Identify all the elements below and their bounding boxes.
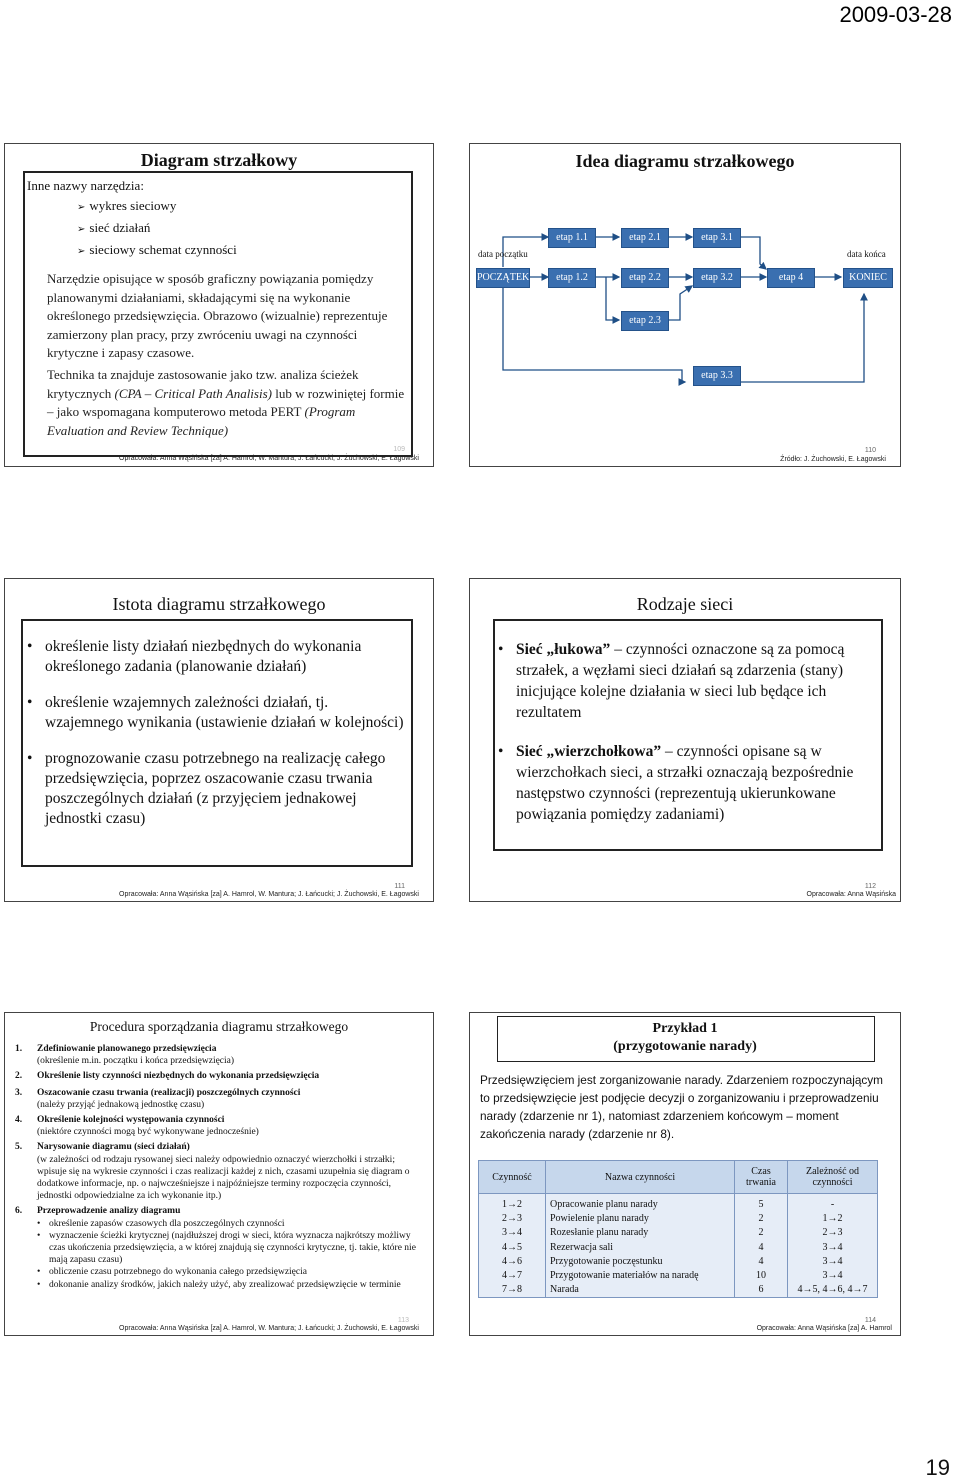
table-cell: 6 <box>735 1283 788 1298</box>
table-cell: 3→4 <box>788 1241 878 1255</box>
node-etap-3-1: etap 3.1 <box>693 228 741 248</box>
table-cell: 3→4 <box>788 1269 878 1283</box>
table-cell: 5 <box>735 1194 788 1213</box>
table-header-row <box>479 1161 878 1194</box>
slide-idea-diagramu <box>469 143 901 467</box>
slide-number: 114 <box>864 1317 876 1324</box>
step-4: 4. Określenie kolejności występowania czynności <box>15 1115 225 1126</box>
node-etap-4: etap 4 <box>767 268 815 288</box>
col-header: Zależność od czynności <box>788 1161 878 1194</box>
step-6: 6. Przeprowadzenie analizy diagramu <box>15 1206 181 1217</box>
slide-number: 113 <box>397 1317 409 1324</box>
bullet-list <box>25 637 405 845</box>
node-etap-1-1: etap 1.1 <box>548 228 596 248</box>
slide-istota-diagramu <box>4 578 434 902</box>
table-cell: 2→3 <box>479 1212 546 1226</box>
procedure-steps <box>15 1043 425 1291</box>
node-etap-2-2: etap 2.2 <box>621 268 669 288</box>
arrow-bullet-icon: ➢ <box>77 246 86 257</box>
table-cell: 4 <box>735 1255 788 1269</box>
label-end-date: data końca <box>847 249 886 259</box>
list-item: • Sieć „wierzchołkowa” – czynności opisane są w wierzchołkach sieci, a strzałki oznaczają bezpośrednie następstwo czynności (reprezentują ukierunkowane powiązania pomiędzy zadaniami) <box>496 741 874 825</box>
slide-title: Procedura sporządzania diagramu strzałkowego <box>89 1019 349 1034</box>
table-row <box>479 1194 878 1213</box>
table-row <box>479 1255 878 1269</box>
slide-number: 111 <box>394 883 405 890</box>
table-cell: 1→2 <box>788 1212 878 1226</box>
step-1-desc: (określenie m.in. początku i końca przedsięwzięcia) <box>37 1056 235 1067</box>
table-cell: 1→2 <box>479 1194 546 1213</box>
table-cell: 4→6 <box>479 1255 546 1269</box>
page-number: 19 <box>925 1455 950 1480</box>
slide-footer: Opracowała: Anna Wąsińska [za] A. Hamrol <box>756 1325 892 1332</box>
table-cell: Powielenie planu narady <box>546 1212 735 1226</box>
table-row <box>479 1241 878 1255</box>
slide-footer: Opracowała: Anna Wąsińska [za] A. Hamrol, W. Mantura; J. Łańcucki; J. Żuchowski, E. Łagowski <box>119 891 419 898</box>
table-cell: 4→5, 4→6, 4→7 <box>788 1283 878 1298</box>
table-cell: Przygotowanie materiałów na naradę <box>546 1269 735 1283</box>
alt-names-block <box>27 176 237 262</box>
table-cell: - <box>788 1194 878 1213</box>
slide-footer: Opracowała: Anna Wąsińska [za] A. Hamrol, W. Mantura; J. Łańcucki; J. Żuchowski, E. Łagowski <box>119 455 419 462</box>
table-cell: 7→8 <box>479 1283 546 1298</box>
list-item: • wyznaczenie ścieżki krytycznej (najdłuższej drogi w sieci, która wyznacza najkrótszy możliwy czas ukończenia przedsięwzięcia, a w której znajdują się czynności krytyczne, tj. takie, które nie mają zapasu czasu) <box>37 1230 425 1267</box>
slide-number: 109 <box>393 446 405 453</box>
slide-title: Rodzaje sieci <box>636 594 734 614</box>
list-item: • Sieć „łukowa” – czynności oznaczone są za pomocą strzałek, a węzłami sieci działań są zdarzenia (stany) inicjujące kolejne działania w sieci lub będące ich rezultatem <box>496 639 874 723</box>
list-item: • określenie zapasów czasowych dla poszczególnych czynności <box>37 1218 425 1230</box>
table-row <box>479 1283 878 1298</box>
list-item: • dokonanie analizy środków, jakich należy użyć, aby zrealizować przedsięwzięcie w terminie <box>37 1279 425 1291</box>
node-etap-1-2: etap 1.2 <box>548 268 596 288</box>
step-5: 5. Narysowanie diagramu (sieci działań) <box>15 1142 190 1153</box>
list-item: • określenie listy działań niezbędnych do wykonania określonego zadania (planowanie działań) <box>25 637 405 677</box>
alt-name-item: ➢ sieć działań <box>77 220 151 235</box>
table-cell: 2 <box>735 1212 788 1226</box>
node-etap-2-3: etap 2.3 <box>621 311 669 331</box>
step-4-desc: (niektóre czynności mogą być wykonywane jednocześnie) <box>37 1127 259 1138</box>
activities-table <box>478 1160 878 1298</box>
slide-przyklad-1 <box>469 1012 901 1336</box>
slide-procedura <box>4 1012 434 1336</box>
step-3: 3. Oszacowanie czasu trwania (realizacji) poszczególnych czynności <box>15 1087 301 1098</box>
list-item: • obliczenie czasu potrzebnego do wykonania całego przedsięwzięcia <box>37 1266 425 1278</box>
slide-number: 110 <box>864 447 876 454</box>
table-cell: Opracowanie planu narady <box>546 1194 735 1213</box>
technique-paragraph: Technika ta znajduje zastosowanie jako tzw. analiza ścieżek krytycznych (CPA – Critical Path Analisis) lub w rozwiniętej formie – jako wspomagana komputerowo metoda PERT (Program Evaluation and Review Technique) <box>47 367 405 438</box>
col-header: Czynność <box>479 1161 546 1194</box>
slide-title: Idea diagramu strzałkowego <box>575 151 795 171</box>
table-cell: 4→5 <box>479 1241 546 1255</box>
label-start-date: data początku <box>478 249 528 259</box>
node-start: POCZĄTEK <box>476 268 530 288</box>
table-cell: 4 <box>735 1241 788 1255</box>
col-header: Czas trwania <box>735 1161 788 1194</box>
list-item: • określenie wzajemnych zależności działań, tj. wzajemnego wynikania (ustawienie działań w kolejności) <box>25 693 405 733</box>
node-etap-3-3: etap 3.3 <box>693 366 741 386</box>
table-cell: Rozesłanie planu narady <box>546 1226 735 1240</box>
slide-number: 112 <box>864 883 876 890</box>
page-date: 2009-03-28 <box>839 2 952 27</box>
arrow-bullet-icon: ➢ <box>77 224 86 235</box>
step-3-desc: (należy przyjąć jednakową jednostkę czasu) <box>37 1099 205 1110</box>
table-cell: Rezerwacja sali <box>546 1241 735 1255</box>
node-etap-3-2: etap 3.2 <box>693 268 741 288</box>
arrow-bullet-icon: ➢ <box>77 202 86 213</box>
alt-name-item: ➢ sieciowy schemat czynności <box>77 242 237 257</box>
arrow-diagram <box>470 144 900 466</box>
description-paragraph: Narzędzie opisujące w sposób graficzny powiązania pomiędzy planowanymi działaniami, składającymi się na wykonanie określonego przedsięwzięcia. Obrazowo (wizualnie) reprezentuje zamierzony plan pracy, przy zwróceniu uwagi na czynności krytyczne i zapasy czasowe. <box>47 271 388 360</box>
node-etap-2-1: etap 2.1 <box>621 228 669 248</box>
slide-footer: Źródło: J. Żuchowski, E. Łagowski <box>780 456 886 463</box>
slide-subtitle: (przygotowanie narady) <box>613 1039 757 1054</box>
node-end: KONIEC <box>843 268 893 288</box>
slide-title: Diagram strzałkowy <box>140 150 298 170</box>
step-1: 1. Zdefiniowanie planowanego przedsięwzięcia <box>15 1044 217 1054</box>
table-row <box>479 1212 878 1226</box>
slide-rodzaje-sieci <box>469 578 901 902</box>
table-cell: Przygotowanie poczęstunku <box>546 1255 735 1269</box>
bullet-list <box>496 639 874 841</box>
slide-diagram-strzalkowy <box>4 143 434 467</box>
table-cell: 2 <box>735 1226 788 1240</box>
table-cell: 3→4 <box>788 1255 878 1269</box>
col-header: Nazwa czynności <box>546 1161 735 1194</box>
table-row <box>479 1269 878 1283</box>
step-2: 2. Określenie listy czynności niezbędnych do wykonania przedsięwzięcia <box>15 1071 320 1082</box>
slide-title: Istota diagramu strzałkowego <box>112 594 326 614</box>
list-item: • prognozowanie czasu potrzebnego na realizację całego przedsięwzięcia, poprzez oszacowanie czasu trwania poszczególnych działań (z przyjęciem jednakowej jednostki czasu) <box>25 749 405 829</box>
slide-title: Przykład 1 <box>652 1021 718 1036</box>
step-6-list <box>15 1218 425 1291</box>
table-cell: 2→3 <box>788 1226 878 1240</box>
slide-footer: Opracowała: Anna Wąsińska <box>806 891 896 898</box>
alt-name-item: ➢ wykres sieciowy <box>77 198 177 213</box>
table-cell: 4→7 <box>479 1269 546 1283</box>
slide-footer: Opracowała: Anna Wąsińska [za] A. Hamrol, W. Mantura; J. Łańcucki; J. Żuchowski, E. Łagowski <box>119 1325 419 1332</box>
intro-paragraph: Przedsięwzięciem jest zorganizowanie narady. Zdarzeniem rozpoczynającym to przedsięwzięcie jest podjęcie decyzji o zorganizowaniu i przeprowadzeniu narady (zdarzenie nr 1), natomiast zdarzeniem końcowym – moment zakończenia narady (zdarzenie nr 8). <box>480 1073 884 1141</box>
step-5-desc: (w zależności od rodzaju rysowanej sieci należy odpowiednio oznaczyć wierzchołki i strzałki; wpisuje się na wykresie czynności i czas realizacji każdej z nich, czasami uzupełnia się diagram o dodatkowe informacje, np. o najwcześniejsze i najpóźniejsze terminy rozpoczęcia czynności, jednostki odpowiedzialne za ich wykonanie itp.) <box>37 1154 410 1202</box>
table-row <box>479 1226 878 1240</box>
table-cell: 10 <box>735 1269 788 1283</box>
table-cell: Narada <box>546 1283 735 1298</box>
alt-names-label: Inne nazwy narzędzia: <box>27 178 144 193</box>
table-cell: 3→4 <box>479 1226 546 1240</box>
